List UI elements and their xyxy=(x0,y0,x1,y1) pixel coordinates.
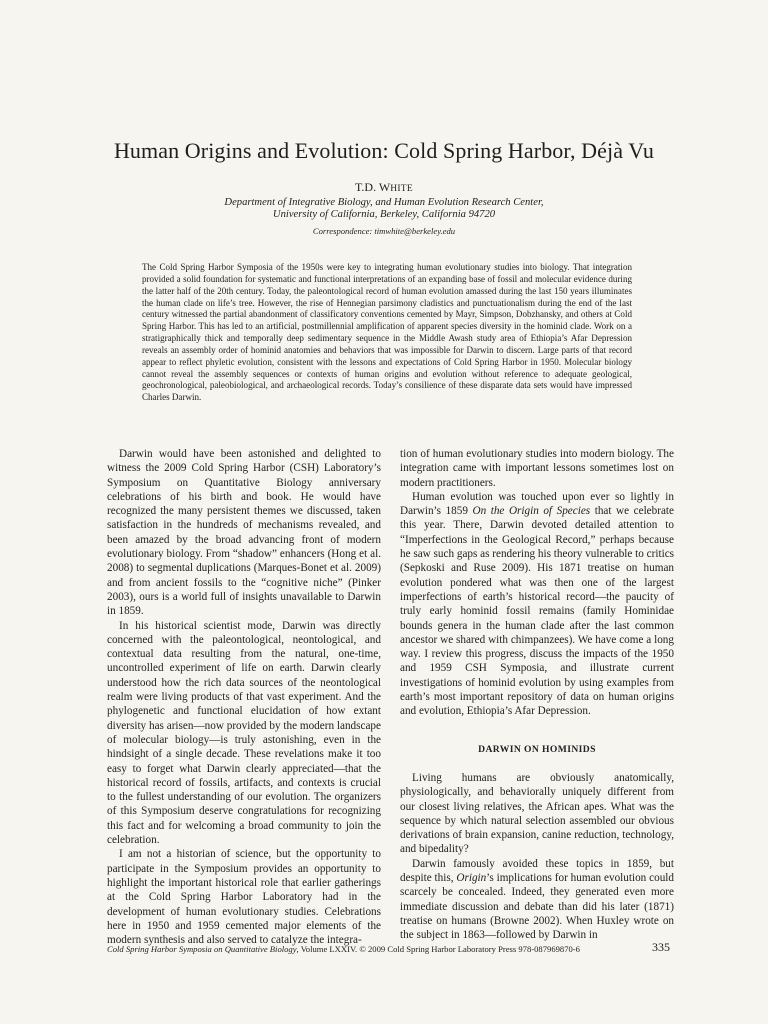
section-heading: DARWIN ON HOMINIDS xyxy=(478,743,596,755)
affiliation-line-1: Department of Integrative Biology, and Human Evolution Research Center, xyxy=(224,197,544,208)
abstract: The Cold Spring Harbor Symposia of the 1950s were key to integrating human evolutionary studies into biology. That integration provided a solid foundation for systematic and functional interpretations of an expanding base of fossil and molecular evidence during the latter half of the 20th century. Today, the paleontological record of human evolution amassed during the last 150 years illuminates the human clade on life’s tree. However, the rise of Hennegian parsimony cladistics and punctuationalism during the end of the last century witnessed the partial abandonment of classificatory conventions cemented by Mayr, Simpson, Dobzhansky, and others at Cold Spring Harbor. This has led to an artificial, postmillennial amplification of apparent species diversity in the hominid clade. Work on a stratigraphically thick and temporally deep sedimentary sequence in the Middle Awash study area of Ethiopia’s Afar Depression reveals an assembly order of hominid anatomies and behaviors that was impossible for Darwin to discern. Large parts of that record appear to reflect phyletic evolution, consistent with the lessons and expectations of Cold Spring Harbor in 1950. Molecular biology cannot reveal the assembly sequences or contexts of human origins and evolution without reference to adequate geological, geochronological, paleobiological, and archaeological records. Today’s consilience of these disparate data sets would have impressed Charles Darwin. xyxy=(142,262,632,403)
book-title: Origin xyxy=(456,872,487,885)
author-name xyxy=(0,180,768,195)
author-surname: HITE xyxy=(390,184,414,194)
body-paragraph: tion of human evolutionary studies into modern biology. The integration came with important lessons sometimes lost on modern practitioners. xyxy=(400,448,674,489)
text-run: ’s implications for human evolution could scarcely be concealed. Indeed, they generated even more immediate discussion and debate than did his later (1871) treatise on humans (Browne 2002). When Huxley wrote on the subject in 1863—followed by Darwin in xyxy=(400,872,674,942)
body-paragraph xyxy=(400,857,674,943)
text-run: that we celebrate this year. There, Darwin devoted detailed attention to “Imperfections in the Geological Record,” perhaps because he saw such gaps as rendering his theory vulnerable to critics (Sepkoski and Ruse 2009). His 1871 treatise on human evolution pondered what was then one of the largest imperfections of earth’s historical record—the paucity of truly early hominid fossil remains (family Hominidae bounds genera in the human clade after the last common ancestor we shared with chimpanzees). We have come a long way. I review this progress, discuss the impacts of the 1950 and 1959 CSH Symposia, and illustrate current investigations of hominid evolution by using examples from earth’s most important repository of data on human origins and evolution, Ethiopia’s Afar Depression. xyxy=(400,505,675,718)
body-paragraph xyxy=(400,490,674,719)
affiliation xyxy=(0,197,768,221)
left-column xyxy=(107,447,381,947)
book-title: On the Origin of Species xyxy=(472,505,591,518)
paper-title: Human Origins and Evolution: Cold Spring Harbor, Déjà Vu xyxy=(113,138,655,163)
text-run: Darwin famously avoided these topics in 1859, but despite this, xyxy=(400,857,674,885)
journal-name: Cold Spring Harbor Symposia on Quantitative Biology xyxy=(107,944,297,954)
text-run: Human evolution was touched upon ever so lightly in Darwin’s 1859 xyxy=(400,490,674,518)
author-initials: T.D. W xyxy=(354,180,391,194)
footer-details: , Volume LXXIV. © 2009 Cold Spring Harbor Laboratory Press 978-087969870-6 xyxy=(296,944,580,954)
body-paragraph: Darwin would have been astonished and delighted to witness the 2009 Cold Spring Harbor (CSH) Laboratory’s Symposium on Quantitative Biology anniversary celebrations of his birth and book. He would have recognized the many persistent themes we discussed, taken satisfaction in the hundreds of mechanisms revealed, and been amazed by the broad advancing front of modern evolutionary biology. From “shadow” enhancers (Hong et al. 2008) to segmental duplications (Marques-Bonet et al. 2009) and from ancient fossils to the “cognitive niche” (Pinker 2003), ours is a world full of insights unavailable to Darwin in 1859. xyxy=(107,448,381,618)
body-paragraph: I am not a historian of science, but the opportunity to participate in the Symposium provides an opportunity to highlight the important historical role that earlier gatherings at the Cold Spring Harbor Laboratory had in the development of human evolutionary studies. Celebrations here in 1950 and 1959 cemented major elements of the modern synthesis and also served to catalyze the integra- xyxy=(107,848,381,947)
correspondence: Correspondence: timwhite@berkeley.edu xyxy=(312,226,456,236)
right-column xyxy=(400,447,674,943)
footer-citation xyxy=(107,944,643,954)
affiliation-line-2: University of California, Berkeley, California 94720 xyxy=(272,209,496,220)
body-paragraph: Living humans are obviously anatomically, physiologically, and behaviorally uniquely different from our closest living relatives, the African apes. What was the sequence by which natural selection assembled our obvious derivations of brain expansion, canine reduction, technology, and bipedality? xyxy=(400,771,674,856)
body-paragraph: In his historical scientist mode, Darwin was directly concerned with the paleontological, neontological, and contextual data resulting from the natural, one-time, uncontrolled experiment of life on earth. Darwin clearly understood how the rich data sources of the neontological realm were living products of that vast experiment. And the phylogenetic and functional elucidation of how extant diversity has arisen—now provided by the modern landscape of molecular biology—is truly astonishing, even in the hindsight of a single decade. These revelations make it too easy to forget what Darwin clearly appreciated—that the historical record of fossils, artifacts, and contexts is crucial to the fullest understanding of our evolution. The organizers of this Symposium deserve congratulations for recognizing this fact and for welcoming a broad community to join the celebration. xyxy=(107,619,381,847)
page-number: 335 xyxy=(652,940,670,954)
